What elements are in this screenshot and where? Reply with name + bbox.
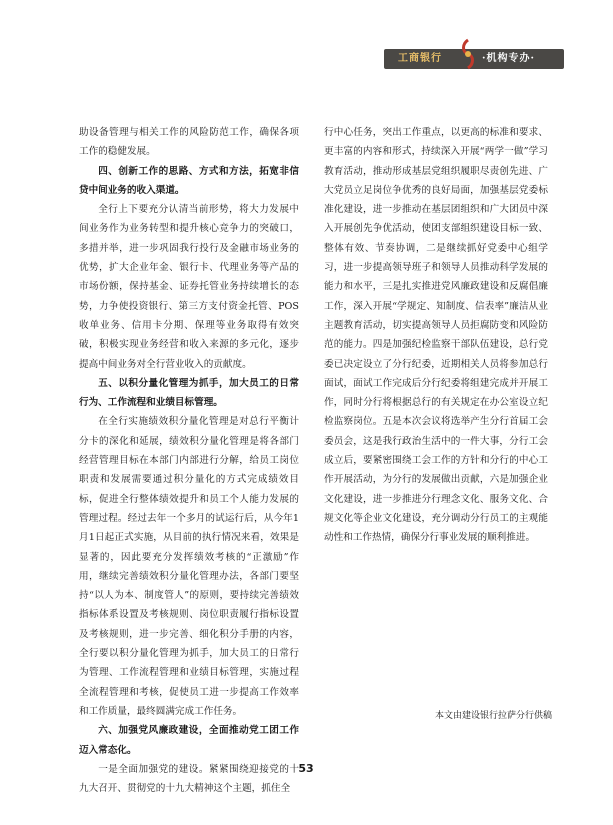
section-heading: 五、以积分量化管理为抓手，加大员工的日常行为、工作流程和业绩目标管理。 bbox=[79, 377, 299, 409]
left-column bbox=[79, 123, 299, 798]
paragraph: 行中心任务，突出工作重点，以更高的标准和要求、更丰富的内容和形式，持续深入开展“两学一做”学习教育活动，推动形成基层党组织履职尽责创先进、广大党员立足岗位争优秀的良好局面，加强基层党委标准化建设，进一步推动在基层团组织和广大团员中深入开展创先争优活动，使团支部组织建设目标一致、整体有效、节奏协调，二是继续抓好党委中心组学习，进一步提高领导班子和领导人员推动科学发展的能力和水平，三是扎实推进党风廉政建设和反腐倡廉工作，深入开展“学规定、知制度、信表率”廉洁从业主题教育活动，切实提高领导人员拒腐防变和风险防范的能力。四是加强纪检监察干部队伍建设，总行党委已决定设立了分行纪委，近期相关人员将参加总行面试，面试工作完成后分行纪委将组建完成并开展工作，同时分行将根据总行的有关规定在办公室设立纪检监察岗位。五是本次会议将选举产生分行首届工会委员会，这是我行政治生活中的一件大事，分行工会成立后，要紧密围绕工会工作的方针和分行的中心工作开展活动，为分行的发展做出贡献，六是加强企业文化建设，进一步推进分行理念文化、服务文化、合规文化等企业文化建设，充分调动分行员工的主观能动性和工作热情，确保分行事业发展的顺利推进。 bbox=[324, 127, 548, 544]
article-credit: 本文由建设银行拉萨分行供稿 bbox=[434, 711, 552, 721]
right-column bbox=[324, 123, 548, 548]
paragraph: 在全行实施绩效积分量化管理是对总行平衡计分卡的深化和延展，绩效积分量化管理是将各部门经营管理目标在本部门内部进行分解，给员工岗位职责和发展需要通过积分量化的方式完成绩效目标，促进全行整体绩效提升和员工个人能力发展的管理过程。经过去年一个多月的试运行后，从今年1月1日起正式实施，从目前的执行情况来看，效果是显著的，因此要充分发挥绩效考核的“正激励”作用，继续完善绩效积分量化管理办法，各部门要坚持“以人为本、制度管人”的原则，要持续完善绩效指标体系设置及考核规则、岗位职责履行指标设置及考核规则，进一步完善、细化积分手册的内容，全行要以积分量化管理为抓手，加大员工的日常行为管理、工作流程管理和业绩目标管理，实施过程全流程管理和考核，促使员工进一步提高工作效率和工作质量，最终圆满完成工作任务。 bbox=[79, 416, 299, 717]
paragraph: 一是全面加强党的建设。紧紧围绕迎接党的十九大召开、贯彻党的十九大精神这个主题，抓住全 bbox=[79, 763, 299, 795]
paragraph: 助设备管理与相关工作的风险防范工作，确保各项工作的稳健发展。 bbox=[79, 127, 299, 158]
page-number: 53 bbox=[298, 762, 314, 775]
section-heading: 六、加强党风廉政建设，全面推动党工团工作迈入常态化。 bbox=[79, 725, 299, 756]
banner-right-label: ·机构专办· bbox=[482, 53, 535, 64]
paragraph: 全行上下要充分认清当前形势，将大力发展中间业务作为业务转型和提升核心竞争力的突破口，多措并举，进一步巩固我行投行及金融市场业务的优势，扩大企业年金、银行卡、代理业务等产品的市场份额，保持基金、证券托管业务持续增长的态势，力争使投资银行、第三方支付资金托管、POS收单业务、信用卡分期、保理等业务取得有效突破，积极实现业务经营和收入来源的多元化，逐步提高中间业务对全行营业收入的贡献度。 bbox=[79, 204, 299, 370]
banner-emblem-icon bbox=[459, 38, 477, 70]
section-heading: 四、创新工作的思路、方式和方法，拓宽非信贷中间业务的收入渠道。 bbox=[79, 165, 299, 196]
banner-left-label: 工商银行 bbox=[398, 53, 442, 64]
